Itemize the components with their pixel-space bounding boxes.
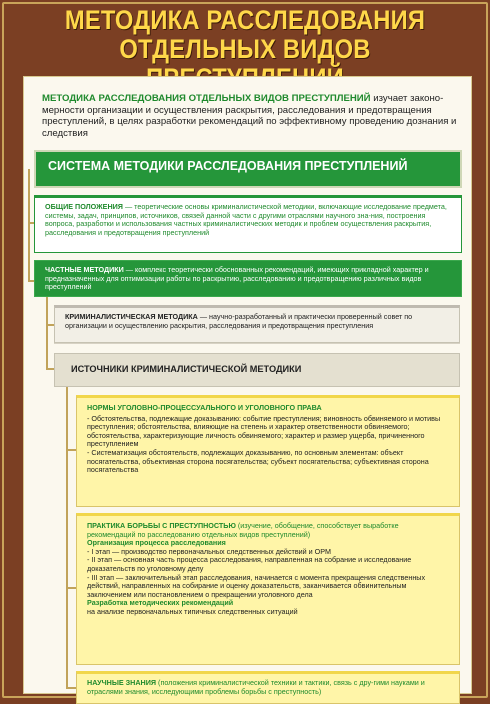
connector-line — [66, 387, 68, 688]
intro-paragraph — [42, 93, 457, 139]
sources-title-box — [54, 353, 460, 387]
connector-line — [46, 297, 48, 369]
norms-item-1: - Обстоятельства, подлежащие доказыванию: событие преступления; виновность обвиняемого и мотивы преступления; обстоятельства, влияющие на степень и характер ответственности обвиняемого; обстоятельства, характеризующие личность обвиняемого; характер и размер ущерба, причиненного преступлением — [87, 413, 441, 449]
forensic-method-box — [54, 305, 460, 343]
general-heading: ОБЩИЕ ПОЛОЖЕНИЯ — [45, 202, 123, 211]
norms-item-2: - Систематизация обстоятельств, подлежащих доказыванию, по основным элементам: объект посягательства, объективная сторона посягательства; субъект посягательства; субъективная сторона посягательства — [87, 447, 429, 475]
norms-box — [76, 395, 460, 507]
practice-item-2: - II этап — основная часть процесса расследования, направленная на собрание и исследование доказательств по уголовному делу — [87, 555, 412, 573]
science-text: (положения криминалистической техники и тактики, связь с дру-гими науками и отраслями знания, исследующими проблемы борьбы с преступность) — [87, 678, 425, 696]
science-box — [76, 671, 460, 704]
intro-text: изучает законо-мерности организации и осуществления раскрытия, расследования и предотвращения преступлений, в целях разработки рекомендаций по эффективному проведению дознания и следствия — [42, 93, 457, 139]
specific-methods-box — [34, 260, 462, 297]
title-line-2: ОТДЕЛЬНЫХ ВИДОВ — [119, 34, 371, 64]
specific-heading: ЧАСТНЫЕ МЕТОДИКИ — [45, 265, 124, 274]
title-line-1: МЕТОДИКА РАССЛЕДОВАНИЯ — [64, 5, 426, 35]
sources-title: ИСТОЧНИКИ КРИМИНАЛИСТИЧЕСКОЙ МЕТОДИКИ — [71, 364, 302, 374]
practice-box — [76, 513, 460, 665]
norms-heading: НОРМЫ УГОЛОВНО-ПРОЦЕССУАЛЬНОГО И УГОЛОВНОГО ПРАВА — [87, 403, 322, 412]
practice-item-3: - III этап — заключительный этап расследования, начинается с момента прекращения следственных действий, направленных на собирание и оценку доказательств, заканчивается обвинительным заключением или постановлением о прекращении уголовного дела — [87, 572, 426, 599]
practice-sub-2: Разработка методических рекомендаций — [87, 598, 234, 608]
practice-heading-note: (изучение, обобщение, способствует выработке рекомендаций по расследованию отдельных видов преступлений) — [87, 521, 399, 539]
practice-heading: ПРАКТИКА БОРЬБЫ С ПРЕСТУПНОСТЬЮ — [87, 521, 236, 530]
specific-text: — комплекс теоретически обоснованных рекомендаций, имеющих прикладной характер и предназначенных для оптимизации работы по раскрытию, расследованию и предотвращению различных видов преступлений — [45, 265, 429, 292]
system-title-box — [34, 150, 462, 188]
general-provisions-box — [34, 195, 462, 253]
forensic-heading: КРИМИНАЛИСТИЧЕСКАЯ МЕТОДИКА — [65, 312, 198, 321]
intro-highlight: МЕТОДИКА РАССЛЕДОВАНИЯ ОТДЕЛЬНЫХ ВИДОВ ПРЕСТУПЛЕНИЙ — [42, 93, 371, 104]
connector-line — [28, 169, 30, 282]
practice-item-1: - I этап — производство первоначальных следственных действий и ОРМ — [87, 546, 331, 556]
general-text: — теоретические основы криминалистической методики, включающие исследование предмета, системы, задач, принципов, источников, связей данной части с другими отраслями научного зна-ния, построения вопроса, разработки и использования частных криминалистических методик и проблем осуществления раскрытия, расследования и предотвращения преступлений — [45, 202, 447, 237]
practice-sub-2-text: на анализе первоначальных типичных следственных ситуаций — [87, 606, 298, 616]
practice-sub-1: Организация процесса расследования — [87, 538, 226, 548]
content-sheet — [23, 76, 472, 694]
system-title: СИСТЕМА МЕТОДИКИ РАССЛЕДОВАНИЯ ПРЕСТУПЛЕНИЙ — [48, 159, 408, 173]
science-heading: НАУЧНЫЕ ЗНАНИЯ — [87, 678, 157, 687]
forensic-text: — научно-разработанный и практически проверенный совет по организации и осуществлению раскрытия, расследования и предотвращения преступления — [65, 312, 413, 330]
